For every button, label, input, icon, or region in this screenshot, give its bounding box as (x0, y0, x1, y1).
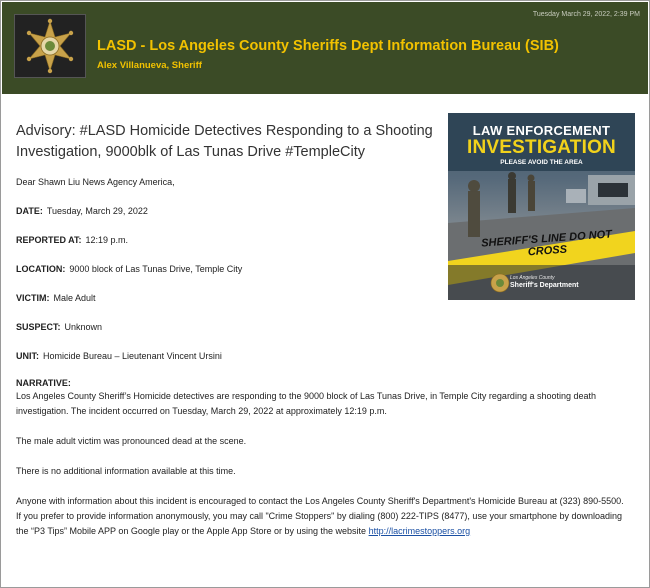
photo-line-1: LAW ENFORCEMENT (472, 123, 611, 138)
narrative-paragraph-1: Los Angeles County Sheriff’s Homicide detectives are responding to the 9000 block of Las Tunas Drive, in Temple City regarding a shooting death investigation. The incident occurred on Tuesday, March 29, 2022 at approximately 12:19 p.m. (16, 391, 597, 416)
field-label: VICTIM: (16, 293, 50, 303)
field-label: DATE: (16, 206, 43, 216)
field-value: Tuesday, March 29, 2022 (46, 206, 148, 216)
sheriff-star-badge-icon (14, 14, 86, 78)
page-subtitle: Alex Villanueva, Sheriff (97, 60, 202, 71)
field-value: Unknown (64, 322, 103, 332)
narrative-paragraph-2: The male adult victim was pronounced dead at the scene. (16, 436, 247, 446)
field-value: Homicide Bureau – Lieutenant Vincent Ursini (43, 351, 222, 361)
field-value: 9000 block of Las Tunas Drive, Temple City (69, 264, 243, 274)
field-date (16, 206, 636, 216)
timestamp: Tuesday March 29, 2022, 2:39 PM (532, 11, 640, 18)
photo-line-3: PLEASE AVOID THE AREA (500, 159, 583, 166)
narrative-paragraph-4 (16, 494, 631, 539)
crime-stoppers-link[interactable]: http://lacrimestoppers.org (368, 526, 471, 536)
photo-tape-text: SHERIFF'S LINE DO NOT CROSS (480, 228, 613, 259)
field-reported-at (16, 235, 636, 245)
field-value: 12:19 p.m. (85, 235, 129, 245)
email-header (2, 2, 648, 94)
photo-line-2: INVESTIGATION (467, 137, 616, 158)
field-label: SUSPECT: (16, 322, 61, 332)
field-location (16, 264, 636, 274)
field-unit (16, 351, 636, 361)
field-victim (16, 293, 636, 303)
article-headline: Advisory: #LASD Homicide Detectives Responding to a Shooting Investigation, 9000blk of Las Tunas Drive #TempleCity (16, 123, 433, 160)
page-title: LASD - Los Angeles County Sheriffs Dept Information Bureau (SIB) (97, 38, 559, 54)
contact-text: Anyone with information about this incident is encouraged to contact the Los Angeles County Sheriff's Department's Homicide Bureau at (323) 890-5500. If you prefer to provide information anonymously, you may call "Crime Stoppers" by dialing (800) 222-TIPS (8477), use your smartphone by downloading the “P3 Tips” Mobile APP on Google play or the Apple App Store or by using the website (16, 496, 624, 536)
photo-logo-line-2: Sheriff's Department (510, 282, 579, 289)
field-label: LOCATION: (16, 264, 66, 274)
photo-logo-line-1: Los Angeles County (510, 275, 555, 281)
field-value: Male Adult (53, 293, 96, 303)
field-suspect (16, 322, 636, 332)
narrative-label: NARRATIVE: (16, 378, 71, 388)
greeting: Dear Shawn Liu News Agency America, (16, 177, 175, 187)
field-label: UNIT: (16, 351, 39, 361)
field-label: REPORTED AT: (16, 235, 82, 245)
article-body (16, 121, 636, 539)
narrative-paragraph-3: There is no additional information available at this time. (16, 466, 236, 476)
